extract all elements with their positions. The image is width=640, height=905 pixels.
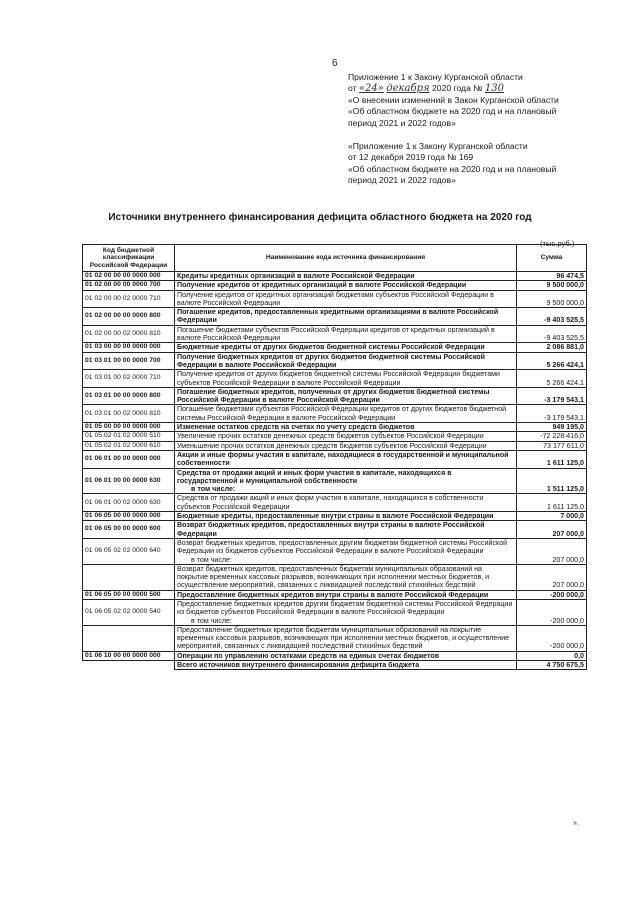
row-sum: -9 403 525,5 xyxy=(517,308,587,326)
row-code: 01 02 00 00 00 0000 800 xyxy=(83,308,175,326)
handwritten-day: «24» xyxy=(358,83,384,95)
row-sum: -200 000,0 xyxy=(517,599,587,625)
document-title: Источники внутреннего финансирования дефицита областного бюджета на 2020 год xyxy=(108,212,532,223)
row-name-text: Бюджетные кредиты, предоставленные внутри страны в валюте Российской Федерации xyxy=(177,512,494,521)
total-sum: 4 750 675,5 xyxy=(517,661,587,670)
row-code: 01 06 05 02 02 0000 540 xyxy=(83,599,175,625)
row-name xyxy=(175,564,517,590)
table-row xyxy=(83,352,587,370)
table-row xyxy=(83,590,587,599)
table-row xyxy=(83,512,587,521)
row-sum: 207 000,0 xyxy=(517,538,587,564)
row-name-text: Погашение бюджетами субъектов Российской Федерации кредитов от кредитных организаций в валюте Российской Федерации xyxy=(177,325,495,343)
row-code: 01 03 01 00 02 0000 810 xyxy=(83,405,175,423)
row-sum: 1 611 125,0 xyxy=(517,450,587,468)
row-name xyxy=(175,370,517,388)
row-sum: 207 000,0 xyxy=(517,564,587,590)
page-number: 6 xyxy=(332,58,338,69)
row-sum: 949 195,0 xyxy=(517,423,587,432)
row-name-text: Погашение бюджетами субъектов Российской Федерации кредитов от других бюджетов бюджетной системы Российской Федерации в валюте Российской Федерации xyxy=(177,405,507,422)
row-name-text: Получение кредитов от кредитных организаций в валюте Российской Федерации xyxy=(177,281,467,290)
row-code: 01 06 05 00 00 0000 500 xyxy=(83,590,175,599)
row-sum: -72 228 416,0 xyxy=(517,432,587,441)
row-sum: 73 177 611,0 xyxy=(517,441,587,450)
row-subnote: в том числе: xyxy=(191,616,232,625)
handwritten-month: декабря xyxy=(386,83,430,95)
row-sum: 9 500 000,0 xyxy=(517,290,587,308)
table-row xyxy=(83,625,587,651)
table-row xyxy=(83,651,587,660)
row-name-text: Получение бюджетных кредитов от других бюджетов бюджетной системы Российской Федерации в валюте Российской Федерации xyxy=(177,352,485,369)
row-code: 01 06 01 00 02 0000 630 xyxy=(83,494,175,512)
row-code: 01 05 00 00 00 0000 000 xyxy=(83,423,175,432)
row-name xyxy=(175,343,517,352)
row-name xyxy=(175,651,517,660)
row-code: 01 03 00 00 00 0000 000 xyxy=(83,343,175,352)
row-sum: 9 500 000,0 xyxy=(517,281,587,290)
row-name xyxy=(175,290,517,308)
table-row xyxy=(83,405,587,423)
row-name-text: Возврат бюджетных кредитов, предоставленных бюджетам муниципальных образований на покрытие временных кассовых разрывов, возникающих при исполнении местных бюджетов, и осуществление мероприятий, связанных с ликвидацией последствий стихийных бедствий xyxy=(177,564,490,590)
table-row xyxy=(83,441,587,450)
row-code: 01 03 01 00 00 0000 700 xyxy=(83,352,175,370)
row-code: 01 02 00 00 02 0000 710 xyxy=(83,290,175,308)
row-name xyxy=(175,308,517,326)
row-name xyxy=(175,423,517,432)
table-row xyxy=(83,281,587,290)
row-sum: 5 266 424,1 xyxy=(517,352,587,370)
row-name-text: Возврат бюджетных кредитов, предоставленных внутри страны в валюте Российской Федерации xyxy=(177,521,485,538)
row-name xyxy=(175,521,517,539)
table-row xyxy=(83,564,587,590)
row-sum: 0,0 xyxy=(517,651,587,660)
row-name-text: Предоставление бюджетных кредитов бюджетам муниципальных образований на покрытие временных кассовых разрывов, возникающих при исполнении местных бюджетов, и осуществление мероприятий, связанных с ликвидацией последствий стихийных бедствий xyxy=(177,625,510,651)
appendix-line: период 2021 и 2022 годов» xyxy=(348,175,456,186)
row-sum: -200 000,0 xyxy=(517,625,587,651)
date-prefix: от xyxy=(348,83,357,94)
row-name-text: Получение кредитов от других бюджетов бюджетной системы Российской Федерации бюджетами субъектов Российской Федерации в валюте Российской Федерации xyxy=(177,370,500,387)
row-name-text: Погашение кредитов, предоставленных кредитными организациями в валюте Российской Федерации xyxy=(177,308,499,325)
appendix-line: Приложение 1 к Закону Курганской области xyxy=(348,72,523,82)
row-code: 01 06 05 02 02 0000 640 xyxy=(83,538,175,564)
row-name-text: Акции и иные формы участия в капитале, находящиеся в государственной и муниципальной собственности xyxy=(177,450,509,468)
row-name-text: Средства от продажи акций и иных форм участия в капитале, находящихся в государственной и муниципальной собственности xyxy=(177,468,452,485)
table-row xyxy=(83,423,587,432)
row-code: 01 06 10 00 00 0000 000 xyxy=(83,651,175,660)
row-name-text: Бюджетные кредиты от других бюджетов бюджетной системы Российской Федерации xyxy=(177,343,485,352)
row-sum: -9 403 525,5 xyxy=(517,325,587,343)
table-row xyxy=(83,370,587,388)
units-label: (тыс.руб.) xyxy=(540,239,575,248)
row-subnote: в том числе: xyxy=(191,555,232,564)
appendix-line: от 12 декабря 2019 года № 169 xyxy=(348,152,474,163)
row-name xyxy=(175,325,517,343)
row-code xyxy=(83,564,175,590)
appendix-line: период 2021 и 2022 годов» xyxy=(348,117,456,128)
row-sum: 1 511 125,0 xyxy=(517,468,587,494)
row-sum: 2 086 881,0 xyxy=(517,343,587,352)
row-code: 01 06 05 00 00 0000 000 xyxy=(83,512,175,521)
row-sum: 7 000,0 xyxy=(517,512,587,521)
row-name xyxy=(175,468,517,494)
table-row xyxy=(83,343,587,352)
row-code: 01 02 00 00 02 0000 810 xyxy=(83,325,175,343)
header-sum: Сумма xyxy=(517,245,587,272)
table-row xyxy=(83,325,587,343)
table-row xyxy=(83,538,587,564)
table-row xyxy=(83,599,587,625)
row-name-text: Увеличение прочих остатков денежных средств бюджетов субъектов Российской Федерации xyxy=(177,432,484,441)
row-name-text: Кредиты кредитных организаций в валюте Российской Федерации xyxy=(177,272,415,280)
row-name xyxy=(175,538,517,564)
appendix-old-heading xyxy=(348,141,556,187)
row-code: 01 05 02 01 02 0000 510 xyxy=(83,432,175,441)
total-row xyxy=(83,661,587,670)
row-name-text: Операции по управлению остатками средств на единых счетах бюджетов xyxy=(177,651,440,660)
row-name-text: Погашение бюджетных кредитов, полученных от других бюджетов бюджетной системы Российской Федерации в валюте Российской Федерации xyxy=(177,387,490,405)
total-spacer xyxy=(83,661,175,670)
row-sum: 207 000,0 xyxy=(517,521,587,539)
appendix-new-heading xyxy=(348,72,559,129)
row-name xyxy=(175,625,517,651)
row-name xyxy=(175,272,517,281)
row-name xyxy=(175,281,517,290)
row-name xyxy=(175,432,517,441)
row-code: 01 05 02 01 02 0000 610 xyxy=(83,441,175,450)
row-code: 01 03 01 00 02 0000 710 xyxy=(83,370,175,388)
row-name xyxy=(175,352,517,370)
handwritten-number: 130 xyxy=(484,83,504,95)
row-name xyxy=(175,599,517,625)
row-name xyxy=(175,441,517,450)
financing-sources-table xyxy=(82,244,587,670)
row-code xyxy=(83,625,175,651)
appendix-line: «Приложение 1 к Закону Курганской области xyxy=(348,141,528,151)
table-row xyxy=(83,432,587,441)
table-row xyxy=(83,450,587,468)
row-name xyxy=(175,405,517,423)
row-code: 01 02 00 00 00 0000 700 xyxy=(83,281,175,290)
table-row xyxy=(83,308,587,326)
row-name xyxy=(175,387,517,405)
header-code: Код бюджетной классификации Российской Федерации xyxy=(83,245,175,272)
total-label: Всего источников внутреннего финансирования дефицита бюджета xyxy=(175,661,517,670)
table-row xyxy=(83,468,587,494)
table-row xyxy=(83,290,587,308)
row-sum: -200 000,0 xyxy=(517,590,587,599)
row-sum: -3 179 543,1 xyxy=(517,387,587,405)
table-row xyxy=(83,387,587,405)
appendix-line: «Об областном бюджете на 2020 год и на плановый xyxy=(348,106,557,117)
row-name-text: Изменение остатков средств на счетах по учету средств бюджетов xyxy=(177,423,415,432)
row-name xyxy=(175,512,517,521)
row-sum: -3 179 543,1 xyxy=(517,405,587,423)
row-name-text: Уменьшение прочих остатков денежных средств бюджетов субъектов Российской Федерации xyxy=(177,441,487,450)
row-code: 01 02 00 00 00 0000 000 xyxy=(83,272,175,281)
row-subnote: в том числе: xyxy=(191,485,236,494)
row-code: 01 06 01 00 00 0000 000 xyxy=(83,450,175,468)
row-name-text: Средства от продажи акций и иных форм участия в капитале, находящихся в собственности субъектов Российской Федерации xyxy=(177,494,484,511)
table-header-row xyxy=(83,245,587,272)
appendix-date-line xyxy=(348,83,559,94)
table-row xyxy=(83,521,587,539)
table-row xyxy=(83,494,587,512)
row-sum: 96 474,5 xyxy=(517,272,587,281)
row-code: 01 03 01 00 00 0000 800 xyxy=(83,387,175,405)
row-code: 01 06 01 00 00 0000 630 xyxy=(83,468,175,494)
header-name: Наименование кода источника финансирования xyxy=(175,245,517,272)
row-name xyxy=(175,450,517,468)
date-year-text: 2020 года № xyxy=(432,83,483,94)
row-name-text: Предоставление бюджетных кредитов внутри страны в валюте Российской Федерации xyxy=(177,590,489,599)
row-sum: 1 611 125,0 xyxy=(517,494,587,512)
appendix-line: «Об областном бюджете на 2020 год и на плановый xyxy=(348,163,557,174)
row-name-text: Возврат бюджетных кредитов, предоставленных другим бюджетам бюджетной системы Российской Федерации из бюджетов субъектов Российской Федерации в валюте Российской Федерации xyxy=(177,538,508,556)
appendix-line: «О внесении изменений в Закон Курганской области xyxy=(348,94,559,105)
row-name xyxy=(175,590,517,599)
table-row xyxy=(83,272,587,281)
end-mark: ». xyxy=(573,820,579,827)
row-sum: 5 266 424,1 xyxy=(517,370,587,388)
row-name-text: Получение кредитов от кредитных организаций бюджетами субъектов Российской Федерации в валюте Российской Федерации xyxy=(177,290,494,307)
row-name xyxy=(175,494,517,512)
row-code: 01 06 05 00 00 0000 600 xyxy=(83,521,175,539)
row-name-text: Предоставление бюджетных кредитов другим бюджетам бюджетной системы Российской Федерации из бюджетов субъектов Российской Федерации в валюте Российской Федерации xyxy=(177,599,513,617)
